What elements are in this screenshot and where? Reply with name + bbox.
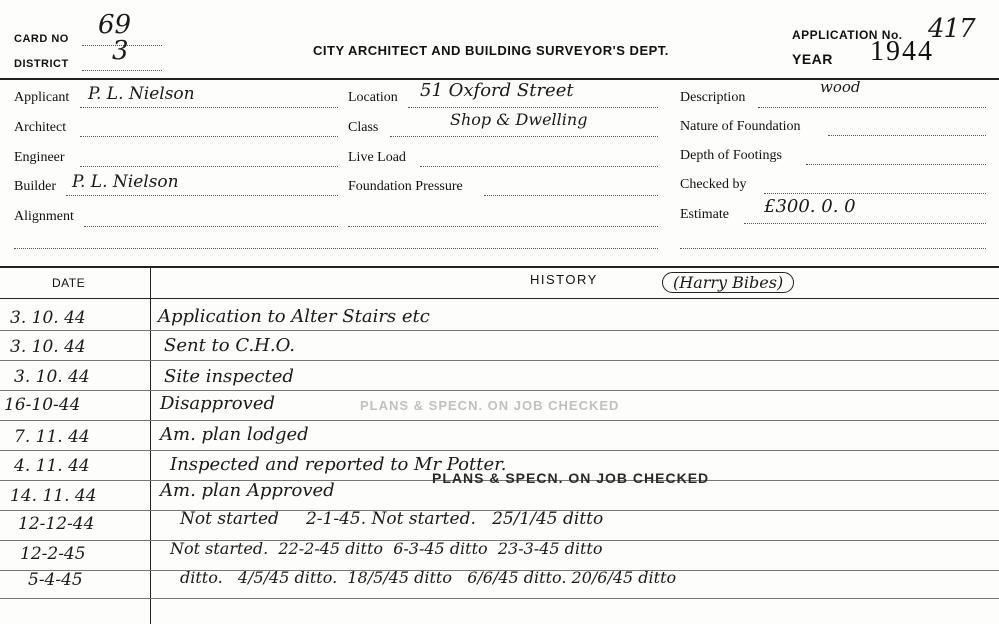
checked-by-line bbox=[764, 193, 986, 194]
year-label: YEAR bbox=[792, 51, 833, 67]
checked-by-label: Checked by bbox=[680, 177, 747, 192]
engineer-line bbox=[80, 166, 338, 167]
live-load-label: Live Load bbox=[348, 150, 406, 165]
row-divider bbox=[0, 360, 999, 361]
row-divider bbox=[0, 330, 999, 331]
district-underline bbox=[82, 70, 162, 71]
location-value: 51 Oxford Street bbox=[420, 80, 574, 101]
row-divider bbox=[0, 598, 999, 599]
nature-of-foundation-label: Nature of Foundation bbox=[680, 119, 801, 134]
applicant-value: P. L. Nielson bbox=[88, 84, 195, 104]
district-value: 3 bbox=[112, 36, 129, 66]
nature-of-foundation-line bbox=[828, 135, 986, 136]
history-row-date: 3. 10. 44 bbox=[10, 337, 86, 357]
history-row-entry: Am. plan lodged bbox=[160, 424, 309, 445]
class-value: Shop & Dwelling bbox=[450, 110, 588, 129]
inspection-stamp: PLANS & SPECN. ON JOB CHECKED bbox=[432, 470, 710, 486]
history-row-entry: Disapproved bbox=[160, 393, 275, 414]
foundation-pressure-line bbox=[484, 195, 658, 196]
description-line bbox=[758, 107, 986, 108]
history-row-date: 7. 11. 44 bbox=[14, 427, 90, 447]
history-row-date: 5-4-45 bbox=[28, 570, 83, 590]
application-no-value: 417 bbox=[928, 14, 975, 44]
row-divider bbox=[0, 420, 999, 421]
history-row-date: 14. 11. 44 bbox=[10, 486, 97, 506]
year-value: 1944 bbox=[870, 36, 934, 67]
history-row-entry: Not started 2-1-45. Not started. 25/1/45 ditto bbox=[180, 509, 604, 529]
alignment-line-2 bbox=[14, 248, 658, 249]
page-title: CITY ARCHITECT AND BUILDING SURVEYOR'S DEPT. bbox=[313, 43, 669, 58]
builder-line bbox=[66, 195, 338, 196]
depth-of-footings-label: Depth of Footings bbox=[680, 148, 782, 163]
alignment-label: Alignment bbox=[14, 209, 74, 224]
history-row-entry: Not started. 22-2-45 ditto 6-3-45 ditto 23-3-45 ditto bbox=[170, 539, 603, 558]
class-label: Class bbox=[348, 120, 379, 135]
live-load-line bbox=[420, 166, 658, 167]
applicant-line bbox=[80, 107, 338, 108]
history-row-entry: Site inspected bbox=[164, 366, 294, 387]
faded-stamp: PLANS & SPECN. ON JOB CHECKED bbox=[360, 398, 620, 413]
architect-label: Architect bbox=[14, 120, 67, 135]
description-value: wood bbox=[820, 78, 861, 96]
history-note: (Harry Bibes) bbox=[662, 272, 794, 293]
builder-label: Builder bbox=[14, 179, 56, 194]
description-label: Description bbox=[680, 90, 746, 105]
applicant-label: Applicant bbox=[14, 90, 70, 105]
history-row-entry: Application to Alter Stairs etc bbox=[158, 306, 430, 327]
estimate-line bbox=[744, 223, 986, 224]
history-row-date: 12-2-45 bbox=[20, 544, 86, 564]
depth-of-footings-line bbox=[806, 164, 986, 165]
foundation-pressure-label: Foundation Pressure bbox=[348, 179, 463, 194]
right-extra-line bbox=[680, 248, 986, 249]
alignment-line bbox=[84, 226, 338, 227]
header-row-divider bbox=[0, 298, 999, 299]
application-no-label: APPLICATION No. bbox=[792, 28, 903, 42]
history-row-entry: Am. plan Approved bbox=[160, 480, 335, 501]
history-row-date: 3. 10. 44 bbox=[14, 367, 90, 387]
history-column-header: HISTORY bbox=[530, 272, 598, 287]
estimate-label: Estimate bbox=[680, 207, 729, 222]
engineer-label: Engineer bbox=[14, 150, 65, 165]
history-row-entry: Inspected and reported to Mr Potter. bbox=[170, 454, 507, 475]
class-line bbox=[390, 136, 658, 137]
row-divider bbox=[0, 390, 999, 391]
history-row-date: 16-10-44 bbox=[4, 395, 81, 415]
architect-line bbox=[80, 136, 338, 137]
district-label: DISTRICT bbox=[14, 58, 69, 70]
card-no-label: CARD NO bbox=[14, 33, 69, 45]
location-label: Location bbox=[348, 90, 398, 105]
builder-value: P. L. Nielson bbox=[72, 172, 179, 192]
middle-extra-line bbox=[348, 226, 658, 227]
history-row-date: 12-12-44 bbox=[18, 514, 95, 534]
history-row-date: 3. 10. 44 bbox=[10, 308, 86, 328]
history-row-entry: Sent to C.H.O. bbox=[164, 335, 296, 356]
row-divider bbox=[0, 450, 999, 451]
card-no-value: 69 bbox=[98, 10, 132, 40]
date-column-header: DATE bbox=[52, 276, 86, 290]
location-line bbox=[408, 107, 658, 108]
history-row-date: 4. 11. 44 bbox=[14, 456, 90, 476]
estimate-value: £300. 0. 0 bbox=[764, 196, 856, 217]
history-row-entry: ditto. 4/5/45 ditto. 18/5/45 ditto 6/6/45 ditto. 20/6/45 ditto bbox=[180, 568, 677, 587]
